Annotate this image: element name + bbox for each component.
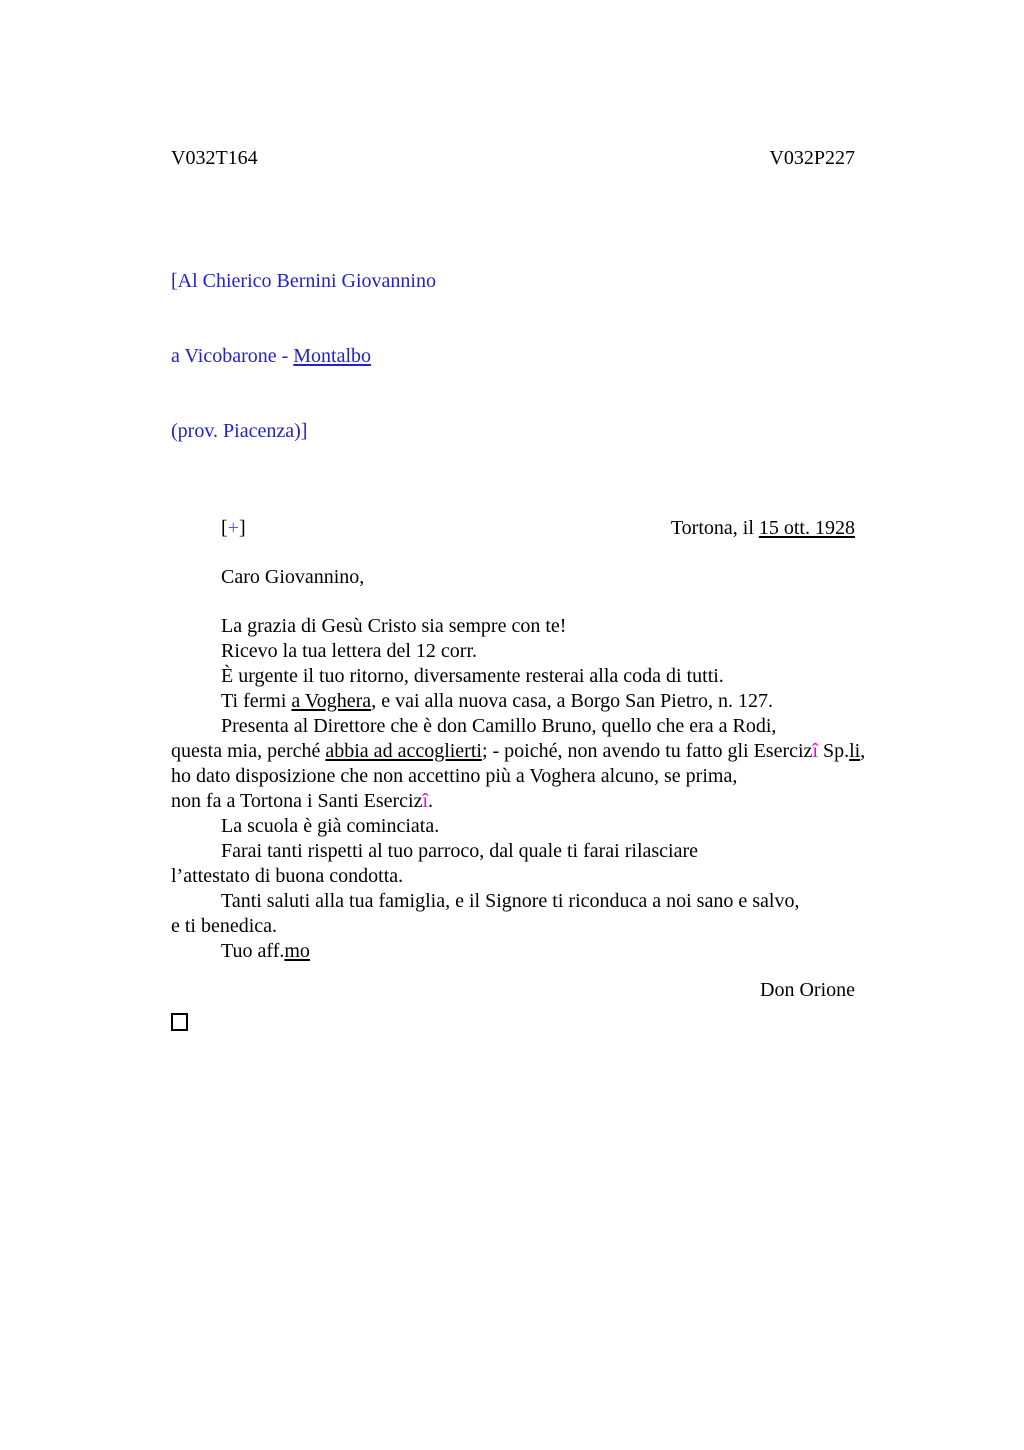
letter-line [171, 939, 855, 964]
letter-line [171, 639, 855, 664]
letter-line [171, 839, 855, 864]
text-segment: Farai tanti rispetti al tuo parroco, dal quale ti farai rilasciare [221, 840, 699, 862]
letter-line [171, 864, 855, 889]
text-segment: , [860, 740, 866, 762]
letter-line [171, 739, 866, 764]
signature: Don Orione [760, 979, 855, 1001]
text-segment: , e vai alla nuova casa, a Borgo San Pietro, n. 127. [371, 690, 773, 712]
text-segment: Presenta al Direttore che è don Camillo Bruno, quello che era a Rodi, [221, 715, 777, 737]
letter-line [171, 714, 855, 739]
salutation: Caro Giovannino, [221, 566, 365, 588]
letter-body [171, 614, 866, 964]
letter-line [171, 614, 855, 639]
montalbo-link[interactable]: Montalbo [293, 345, 372, 367]
letter-line [171, 914, 855, 939]
text-segment: e ti benedica. [171, 915, 278, 937]
letter-line [171, 689, 855, 714]
text-segment: Ricevo la tua lettera del 12 corr. [221, 640, 478, 662]
text-segment: . [428, 790, 434, 812]
dateline-row [171, 516, 855, 541]
text-segment: È urgente il tuo ritorno, diversamente resterai alla coda di tutti. [221, 665, 724, 687]
letter-line [171, 764, 855, 789]
recipient-text: [Al Chierico Bernini Giovannino [171, 270, 436, 292]
text-segment: questa mia, perché [171, 740, 326, 762]
letter-line [171, 814, 855, 839]
underlined-text: mo [284, 940, 310, 962]
bracket-open: [ [221, 517, 228, 539]
text-segment: Ti fermi [221, 690, 292, 712]
recipient-line-1 [171, 269, 855, 294]
text-segment: non fa a Tortona i Santi Eserciz [171, 790, 423, 812]
text-segment: La scuola è già cominciata. [221, 815, 440, 837]
plus-sign: + [227, 517, 239, 539]
text-segment: ; - poiché, non avendo tu fatto gli Eserciz [481, 740, 813, 762]
underlined-text: a Voghera [291, 690, 372, 712]
letter-line [171, 889, 855, 914]
empty-checkbox-icon [171, 1013, 188, 1031]
recipient-line-2 [171, 344, 855, 369]
magenta-annotation: î [422, 790, 429, 812]
date-text: 15 ott. 1928 [758, 517, 855, 539]
cross-mark [171, 516, 246, 541]
underlined-text: li [849, 740, 861, 762]
letter-line [171, 664, 855, 689]
place-and-date [671, 516, 855, 541]
document-header [171, 146, 855, 171]
text-segment: ho dato disposizione che non accettino più a Voghera alcuno, se prima, [171, 765, 738, 787]
text-segment: Sp. [817, 740, 850, 762]
text-segment: La grazia di Gesù Cristo sia sempre con te! [221, 615, 567, 637]
text-segment: Tuo aff. [221, 940, 285, 962]
text-segment: l’attestato di buona condotta. [171, 865, 404, 887]
underlined-text: abbia ad accoglierti [325, 740, 482, 762]
recipient-block [171, 219, 855, 494]
signature-row [171, 978, 855, 1003]
doc-code-left: V032T164 [171, 147, 258, 169]
text-segment: Tanti saluti alla tua famiglia, e il Signore ti riconduca a noi sano e salvo, [221, 890, 800, 912]
doc-code-right: V032P227 [769, 147, 855, 169]
footer-row [171, 1009, 855, 1034]
recipient-text: (prov. Piacenza)] [171, 420, 308, 442]
recipient-line-3 [171, 419, 855, 444]
bracket-close: ] [238, 517, 246, 539]
letter-line [171, 789, 855, 814]
recipient-text: a Vicobarone - [171, 345, 294, 367]
place-text: Tortona, il [670, 517, 759, 539]
magenta-annotation: î [812, 740, 818, 762]
